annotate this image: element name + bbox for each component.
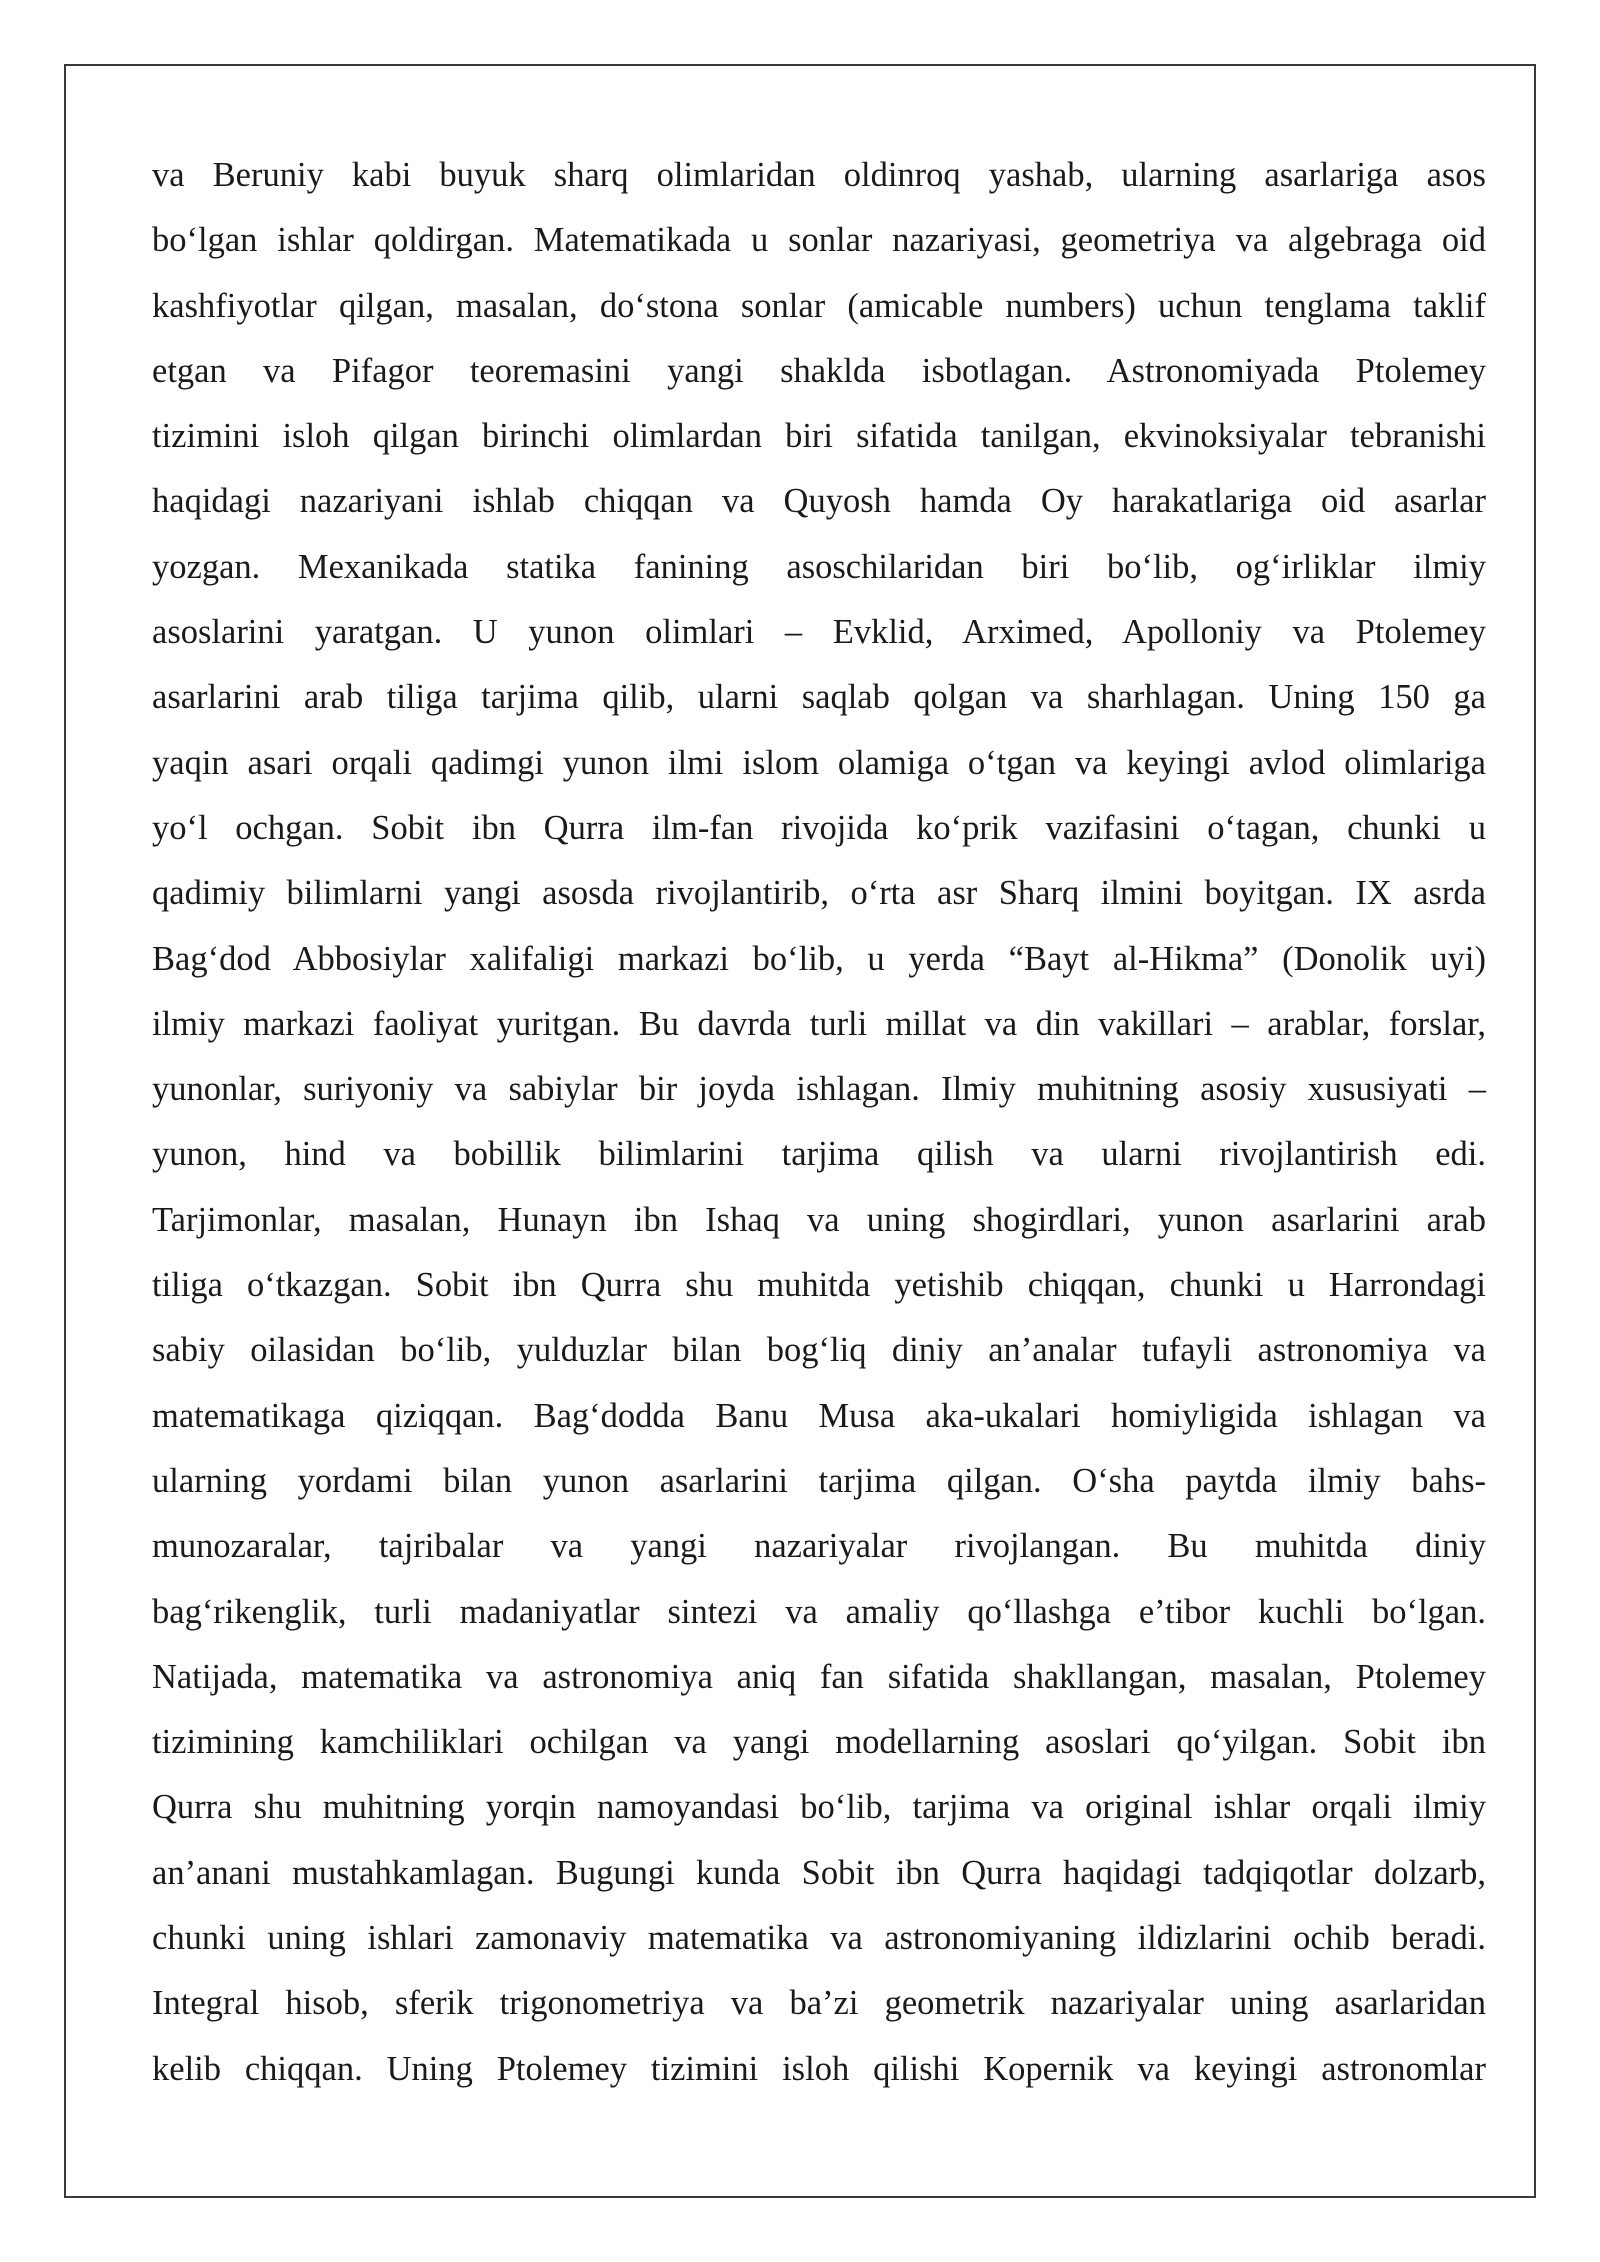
text-line: ilmiy markazi faoliyat yuritgan. Bu davrda turli millat va din vakillari – arablar, forslar, xyxy=(152,1004,1486,1043)
text-line: sabiy oilasidan bo‘lib, yulduzlar bilan bog‘liq diniy an’analar tufayli astronomiya va xyxy=(152,1331,1486,1370)
text-line: Qurra shu muhitning yorqin namoyandasi bo‘lib, tarjima va original ishlar orqali ilmiy xyxy=(152,1788,1486,1827)
text-line: chunki uning ishlari zamonaviy matematika va astronomiyaning ildizlarini ochib beradi. xyxy=(152,1919,1486,1958)
text-line: asoslarini yaratgan. U yunon olimlari – Evklid, Arximed, Apolloniy va Ptolemey xyxy=(152,613,1486,652)
text-line: tizimini isloh qilgan birinchi olimlardan biri sifatida tanilgan, ekvinoksiyalar tebranishi xyxy=(152,417,1486,456)
text-line: Bag‘dod Abbosiylar xalifaligi markazi bo‘lib, u yerda “Bayt al-Hikma” (Donolik uyi) xyxy=(152,939,1486,978)
text-line: tiliga o‘tkazgan. Sobit ibn Qurra shu muhitda yetishib chiqqan, chunki u Harrondagi xyxy=(152,1266,1486,1305)
text-line: etgan va Pifagor teoremasini yangi shaklda isbotlagan. Astronomiyada Ptolemey xyxy=(152,351,1486,390)
text-line: yozgan. Mexanikada statika fanining asoschilaridan biri bo‘lib, og‘irliklar ilmiy xyxy=(152,547,1486,586)
text-line: va Beruniy kabi buyuk sharq olimlaridan oldinroq yashab, ularning asarlariga asos xyxy=(152,156,1486,194)
text-line: an’anani mustahkamlagan. Bugungi kunda Sobit ibn Qurra haqidagi tadqiqotlar dolzarb, xyxy=(152,1853,1486,1892)
text-line: yunon, hind va bobillik bilimlarini tarjima qilish va ularni rivojlantirish edi. xyxy=(152,1135,1486,1174)
text-line: haqidagi nazariyani ishlab chiqqan va Quyosh hamda Oy harakatlariga oid asarlar xyxy=(152,482,1486,521)
text-line: matematikaga qiziqqan. Bag‘dodda Banu Musa aka-ukalari homiyligida ishlagan va xyxy=(152,1396,1486,1435)
text-line: ularning yordami bilan yunon asarlarini tarjima qilgan. O‘sha paytda ilmiy bahs- xyxy=(152,1461,1486,1500)
text-line: asarlarini arab tiliga tarjima qilib, ularni saqlab qolgan va sharhlagan. Uning 150 ga xyxy=(152,678,1486,717)
body-text xyxy=(152,143,1486,2102)
text-line: yaqin asari orqali qadimgi yunon ilmi islom olamiga o‘tgan va keyingi avlod olimlariga xyxy=(152,743,1486,782)
text-line: Tarjimonlar, masalan, Hunayn ibn Ishaq va uning shogirdlari, yunon asarlarini arab xyxy=(152,1200,1486,1239)
text-line: qadimiy bilimlarni yangi asosda rivojlantirib, o‘rta asr Sharq ilmini boyitgan. IX asrda xyxy=(152,874,1486,913)
text-line: Natijada, matematika va astronomiya aniq fan sifatida shakllangan, masalan, Ptolemey xyxy=(152,1657,1486,1696)
text-line: bo‘lgan ishlar qoldirgan. Matematikada u sonlar nazariyasi, geometriya va algebraga oid xyxy=(152,221,1486,260)
text-line: tizimining kamchiliklari ochilgan va yangi modellarning asoslari qo‘yilgan. Sobit ibn xyxy=(152,1723,1486,1762)
text-line: yunonlar, suriyoniy va sabiylar bir joyda ishlagan. Ilmiy muhitning asosiy xususiyati – xyxy=(152,1070,1486,1109)
text-line: kelib chiqqan. Uning Ptolemey tizimini isloh qilishi Kopernik va keyingi astronomlar xyxy=(152,2049,1486,2088)
text-line: yo‘l ochgan. Sobit ibn Qurra ilm-fan rivojida ko‘prik vazifasini o‘tagan, chunki u xyxy=(152,808,1486,847)
text-line: kashfiyotlar qilgan, masalan, do‘stona sonlar (amicable numbers) uchun tenglama taklif xyxy=(152,286,1486,325)
text-line: Integral hisob, sferik trigonometriya va ba’zi geometrik nazariyalar uning asarlaridan xyxy=(152,1984,1486,2023)
text-line: bag‘rikenglik, turli madaniyatlar sintezi va amaliy qo‘llashga e’tibor kuchli bo‘lgan. xyxy=(152,1592,1486,1631)
text-line: munozaralar, tajribalar va yangi nazariyalar rivojlangan. Bu muhitda diniy xyxy=(152,1527,1486,1566)
